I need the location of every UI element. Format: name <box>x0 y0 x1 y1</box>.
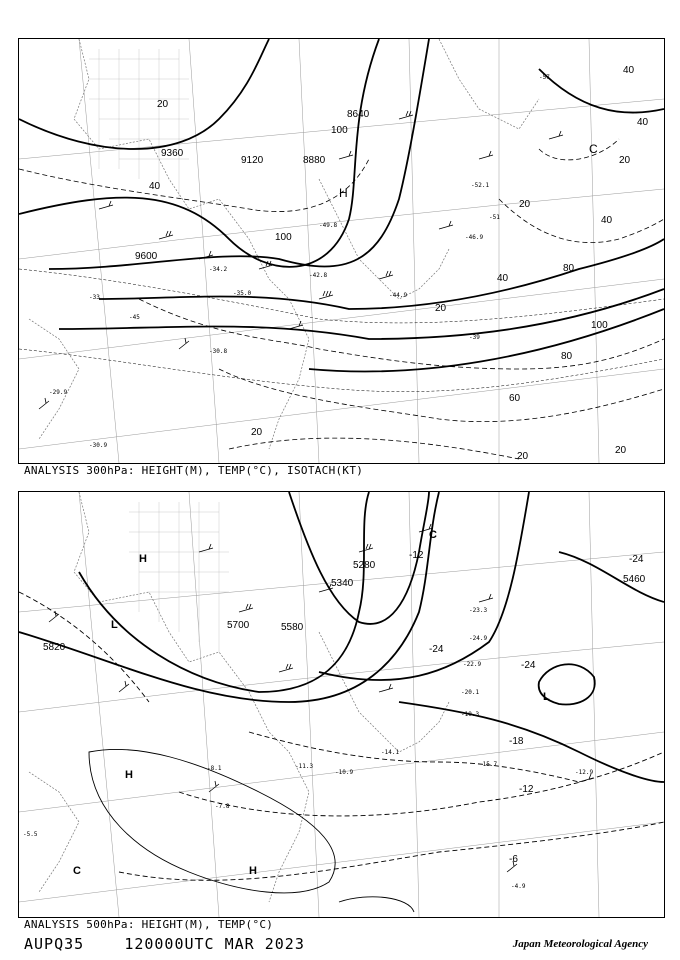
valid-time: 120000UTC MAR 2023 <box>124 935 305 953</box>
isotach-label: 80 <box>561 351 573 362</box>
temp-sample: -11.3 <box>295 763 314 770</box>
isotach-label: 100 <box>331 125 348 136</box>
wind-barbs <box>49 524 593 872</box>
panel-caption-300hpa: ANALYSIS 300hPa: HEIGHT(M), TEMP(°C), ISOTACH(KT) <box>24 464 364 477</box>
center-mark-l: L <box>543 691 550 703</box>
temp-sample: -49.8 <box>319 222 338 229</box>
isotach-label-group <box>149 65 649 462</box>
temp-contour-label: -6 <box>509 854 518 865</box>
isotach-label: 40 <box>149 181 161 192</box>
center-mark-c: C <box>429 529 437 541</box>
temp-sample: -35.0 <box>233 290 252 297</box>
map-500hpa-canvas <box>19 492 664 917</box>
temp-sample: -7.8 <box>215 803 230 810</box>
temp-contour-label: -24 <box>521 660 536 671</box>
temp-sample: -46.9 <box>465 234 484 241</box>
isotach-label: 100 <box>591 320 608 331</box>
temp-contour-label: -12 <box>519 784 534 795</box>
isotherms <box>19 592 664 880</box>
temp-sample: -19.3 <box>461 711 480 718</box>
wind-barbs <box>39 111 563 409</box>
agency-name: Japan Meteorological Agency <box>512 938 648 950</box>
isotach-label: 20 <box>251 427 263 438</box>
coastlines <box>29 492 449 902</box>
temp-sample: -20.1 <box>461 689 480 696</box>
temp-sample: -52.1 <box>471 182 490 189</box>
center-mark-h: H <box>339 186 348 200</box>
center-mark-h: H <box>249 865 257 877</box>
chart-code: AUPQ35 <box>24 935 85 953</box>
temp-sample: -5.5 <box>23 831 38 838</box>
temp-sample: -23.3 <box>469 607 488 614</box>
temp-sample: -24.9 <box>469 635 488 642</box>
isotherms <box>19 269 664 392</box>
temp-contour-label: -24 <box>429 644 444 655</box>
isotach-label: 20 <box>517 451 529 462</box>
isotach-label: 40 <box>623 65 635 76</box>
temp-sample: -10.9 <box>335 769 354 776</box>
isotach-label: 40 <box>601 215 613 226</box>
isotach-label: 20 <box>519 199 531 210</box>
temp-sample: -34.2 <box>209 266 228 273</box>
height-label: 5460 <box>623 574 646 585</box>
chart-identifier <box>24 935 305 953</box>
isotach-label: 80 <box>563 263 575 274</box>
continent-hatch <box>89 49 189 199</box>
center-mark-h: H <box>125 769 133 781</box>
temp-sample: -22.9 <box>463 661 482 668</box>
temperature-sample-group <box>49 74 550 449</box>
pressure-center-group <box>339 142 598 200</box>
temp-sample: -30.8 <box>209 348 228 355</box>
map-panel-300hpa <box>18 38 665 464</box>
temp-sample: -14.1 <box>381 749 400 756</box>
temp-sample: -57 <box>539 74 550 81</box>
temp-sample: -29.9 <box>49 389 68 396</box>
height-label: 5700 <box>227 620 250 631</box>
map-panel-500hpa <box>18 491 665 918</box>
temp-sample: -12.9 <box>575 769 594 776</box>
isotach-label: 100 <box>275 232 292 243</box>
height-label: 9600 <box>135 251 158 262</box>
height-label: 9360 <box>161 148 184 159</box>
temp-sample: -51 <box>489 214 500 221</box>
height-label: 8640 <box>347 109 370 120</box>
closed-contours <box>89 749 414 912</box>
isotach-label: 40 <box>497 273 509 284</box>
temp-contour-label-group <box>409 550 644 865</box>
center-mark-h: H <box>139 553 147 565</box>
isotach-label: 60 <box>509 393 521 404</box>
temp-contour-label: -24 <box>629 554 644 565</box>
isotach-label: 20 <box>157 99 169 110</box>
height-contours <box>19 492 664 782</box>
temp-sample: -42.8 <box>309 272 328 279</box>
height-label: 5280 <box>353 560 376 571</box>
height-contours <box>19 39 664 372</box>
temperature-sample-group <box>23 607 593 890</box>
isotach-label: 20 <box>619 155 631 166</box>
height-label: 5340 <box>331 578 354 589</box>
temp-sample: -33 <box>89 294 100 301</box>
isotach-label: 20 <box>615 445 627 456</box>
temp-sample: -39 <box>469 334 480 341</box>
temp-contour-label: -12 <box>409 550 424 561</box>
continent-hatch <box>129 502 229 652</box>
temp-contour-label: -18 <box>509 736 524 747</box>
isotach-label: 40 <box>637 117 649 128</box>
height-label: 8880 <box>303 155 326 166</box>
height-label: 9120 <box>241 155 264 166</box>
temp-sample: -8.1 <box>207 765 222 772</box>
isotach-label: 20 <box>435 303 447 314</box>
temp-sample: -44.9 <box>389 292 408 299</box>
temp-sample: -15.7 <box>479 761 498 768</box>
center-mark-c: C <box>73 865 81 877</box>
center-mark-l: L <box>111 619 118 631</box>
panel-caption-500hpa: ANALYSIS 500hPa: HEIGHT(M), TEMP(°C) <box>24 918 274 931</box>
temp-sample: -4.9 <box>511 883 526 890</box>
graticule <box>19 39 664 463</box>
coastlines <box>29 39 539 449</box>
height-label: 5580 <box>281 622 304 633</box>
temp-sample: -45 <box>129 314 140 321</box>
center-mark-c: C <box>589 142 598 156</box>
height-label-group <box>43 560 646 653</box>
temp-sample: -30.9 <box>89 442 108 449</box>
map-300hpa-canvas <box>19 39 664 463</box>
height-label: 5820 <box>43 642 66 653</box>
